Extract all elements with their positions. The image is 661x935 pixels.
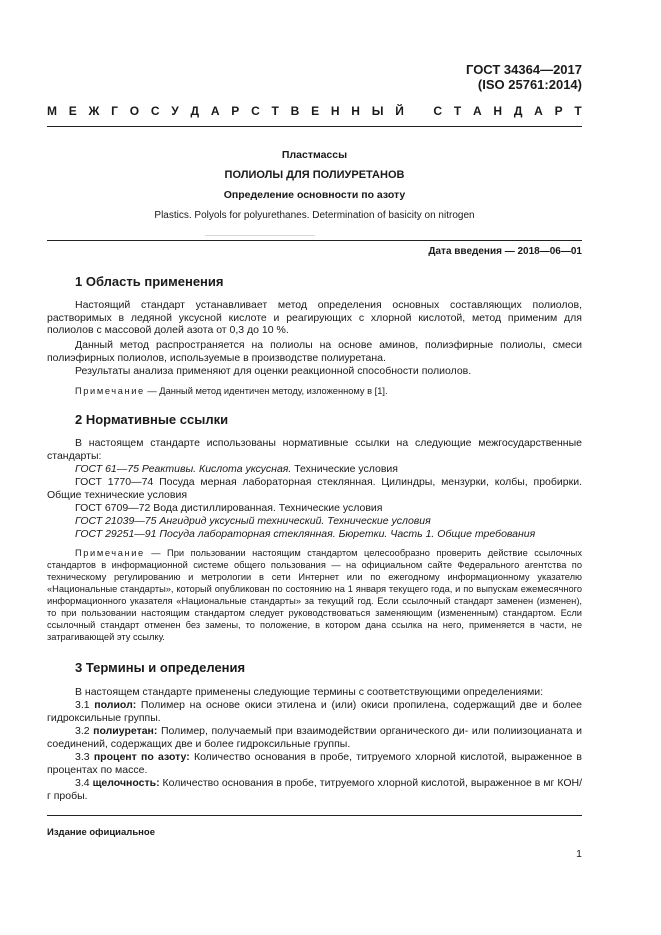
interstate-standard-banner (47, 104, 582, 118)
reference-rest: Технические условия (291, 463, 398, 475)
term-name: щелочность: (92, 777, 160, 789)
reference-gost-29251 (75, 528, 535, 541)
introduction-date: Дата введения — 2018—06—01 (428, 246, 582, 257)
term-nitrogen-percent (47, 751, 582, 776)
english-title: Plastics. Polyols for polyurethanes. Determination of basicity on nitrogen (154, 210, 475, 221)
term-number: 3.4 (75, 777, 93, 789)
banner-letter: Ж (88, 104, 100, 118)
term-number: 3.3 (75, 751, 94, 763)
banner-letter: Ы (371, 104, 384, 118)
banner-letter: Н (493, 104, 503, 118)
banner-letter: Т (574, 104, 582, 118)
banner-letter: Д (513, 104, 523, 118)
official-edition-label: Издание официальное (47, 827, 155, 838)
banner-letter: Р (231, 104, 240, 118)
banner-letter: Д (190, 104, 200, 118)
section-1-paragraph-2: Данный метод распространяется на полиолы на основе аминов, полиэфирные полиолы, смеси полиэфирных полиолов, используемые в производстве полиуретана. (47, 339, 582, 364)
banner-letter: О (129, 104, 140, 118)
banner-divider (47, 126, 582, 127)
note-label: Примечание (75, 386, 145, 396)
standard-code-block (466, 62, 582, 92)
term-number: 3.2 (75, 725, 94, 737)
reference-gost-6709: ГОСТ 6709—72 Вода дистиллированная. Технические условия (75, 502, 383, 514)
category-title: Пластмассы (281, 149, 348, 161)
banner-letter: У (171, 104, 179, 118)
term-polyurethane (47, 725, 582, 750)
term-name: полиол: (94, 699, 137, 711)
section-2-heading: 2 Нормативные ссылки (75, 412, 229, 427)
banner-letter: Е (68, 104, 77, 118)
note-text: — При пользовании настоящим стандартом целесообразно проверить действие ссылочных стандартов в информационной системе общего пользования — на официальном сайте Федерального агентства по техническому регулированию и метрологии в сети Интернет или по ежегодному информационному указателю «Национальные стандарты», который опубликован по состоянию на 1 января текущего года, и по выпускам ежемесячного информационного указателя «Национальные стандарты» за текущий год. Если ссылочный стандарт заменен (изменен), то при пользовании настоящим стандартом следует руководствоваться заменяющим (измененным) стандартом. Если ссылочный стандарт отменен без замены, то положение, в котором дана ссылка на него, применяется в части, не затрагивающей эту ссылку. (47, 548, 582, 642)
banner-letter: А (472, 104, 482, 118)
reference-gost-21039 (75, 515, 431, 528)
section-1-heading: 1 Область применения (75, 274, 224, 289)
section-2-note (47, 547, 582, 643)
banner-letter: А (210, 104, 220, 118)
section-3-heading: 3 Термины и определения (75, 660, 246, 675)
reference-italic: ГОСТ 61—75 Реактивы. Кислота уксусная. (75, 463, 292, 475)
term-definition: Количество основания в пробе, титруемого хлорной кислотой, выраженное в мг КОН/г пробы. (47, 777, 582, 802)
banner-letter: А (534, 104, 543, 118)
term-definition: Полимер, получаемый при взаимодействии органического ди- или полиизоцианата и соединений, содержащих две и более гидроксильные группы. (47, 725, 582, 750)
banner-letter: Т (453, 104, 462, 118)
faint-line (205, 235, 315, 236)
term-polyol (47, 699, 582, 724)
section-1-paragraph-1: Настоящий стандарт устанавливает метод определения основных составляющих полиолов, растворимых в ледяной уксусной кислоте и реагирующих с хлорной кислотой, метод применим для полиолов с массовой долей азота от 0,3 до 10 %. (47, 299, 582, 336)
section-1-paragraph-3: Результаты анализа применяют для оценки реакционной способности полиолов. (75, 365, 472, 377)
section-2-intro: В настоящем стандарте использованы нормативные ссылки на следующие межгосударственные стандарты: (47, 437, 582, 462)
section-1-note (47, 385, 582, 397)
banner-letter: В (290, 104, 300, 118)
gost-code: ГОСТ 34364—2017 (466, 62, 582, 77)
banner-letter: Е (311, 104, 320, 118)
banner-letter: Й (395, 104, 404, 118)
reference-italic: ГОСТ 29251—91 Посуда лабораторная стеклянная. Бюретки. Часть 1. Общие требования (75, 528, 536, 540)
footer-divider (47, 815, 582, 816)
term-name: полиуретан: (93, 725, 158, 737)
section-3-intro: В настоящем стандарте применены следующие термины с соответствующими определениями: (75, 686, 544, 698)
note-text: — Данный метод идентичен методу, изложенному в [1]. (144, 386, 388, 396)
banner-letter: С (150, 104, 160, 118)
banner-letter: М (47, 104, 57, 118)
term-definition: Количество основания в пробе, титруемого хлорной кислотой, выраженное в процентах по массе. (47, 751, 583, 776)
banner-letter: Г (111, 104, 118, 118)
iso-code: (ISO 25761:2014) (477, 77, 582, 92)
term-alkalinity (47, 777, 582, 802)
document-title: ПОЛИОЛЫ ДЛЯ ПОЛИУРЕТАНОВ (224, 169, 405, 181)
term-name: процент по азоту: (93, 751, 190, 763)
banner-letter: С (251, 104, 260, 118)
document-subtitle: Определение основности по азоту (223, 189, 406, 201)
reference-gost-1770: ГОСТ 1770—74 Посуда мерная лабораторная стеклянная. Цилиндры, мензурки, колбы, пробирки. Общие технические условия (47, 476, 582, 501)
banner-letter: Р (554, 104, 563, 118)
note-label: Примечание (75, 548, 145, 558)
reference-italic: ГОСТ 21039—75 Ангидрид уксусный технический. Технические условия (75, 515, 431, 527)
reference-gost-61 (75, 463, 398, 476)
term-number: 3.1 (75, 699, 95, 711)
banner-letter: Т (271, 104, 279, 118)
page-number: 1 (576, 848, 582, 860)
banner-gap (416, 104, 422, 118)
banner-letter: С (433, 104, 443, 118)
title-divider (47, 240, 582, 241)
banner-letter: Н (351, 104, 360, 118)
term-definition: Полимер на основе окиси этилена и (или) окиси пропилена, содержащий две и более гидроксильные группы. (47, 699, 583, 724)
banner-letter: Н (330, 104, 340, 118)
